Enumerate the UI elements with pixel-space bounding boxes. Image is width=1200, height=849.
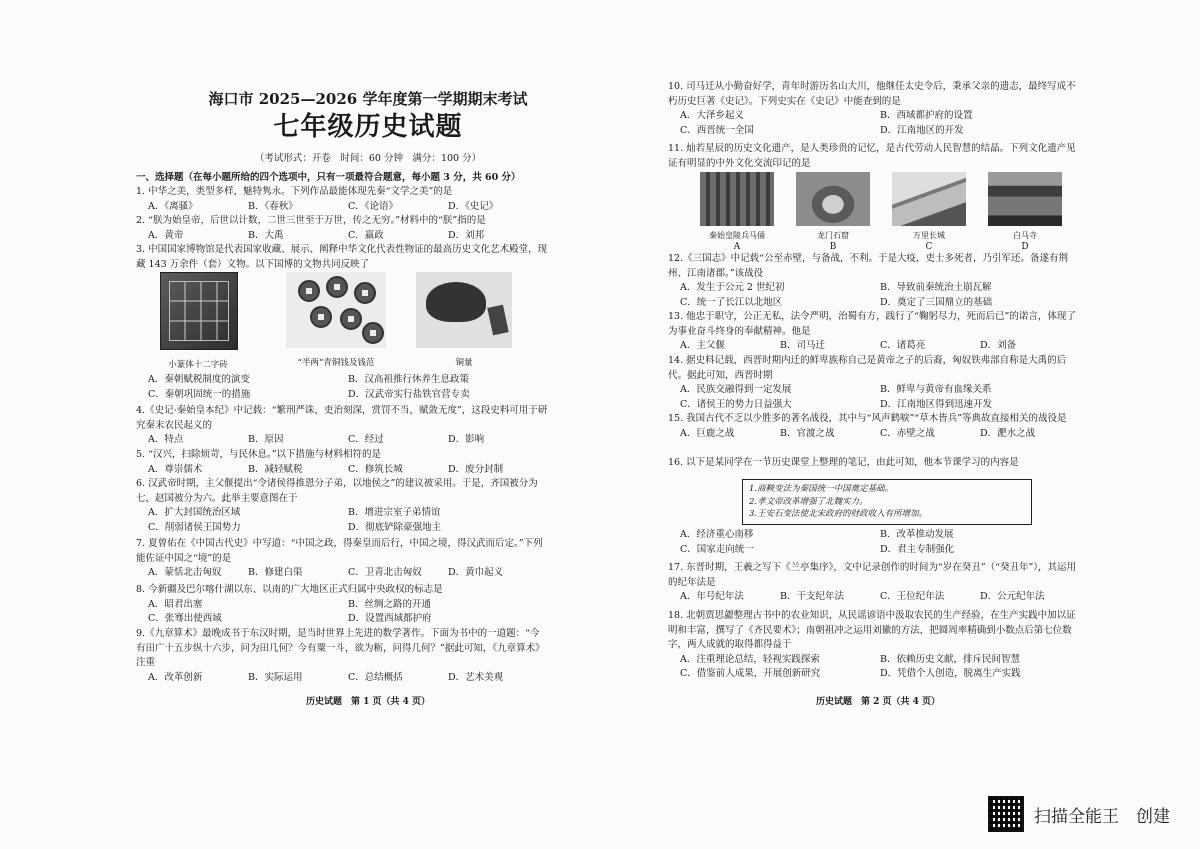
photo-option-letter: C xyxy=(925,242,933,252)
option[interactable]: B．丝绸之路的开通 xyxy=(348,598,431,610)
question-stem: 10. 司马迁从小勤奋好学，青年时游历名山大川，他继任太史令后，秉承父亲的遗志，最终写成不朽历史巨著《史记》。下列史实在《史记》中能查到的是 xyxy=(668,81,1076,107)
option[interactable]: B．导致前秦统治土崩瓦解 xyxy=(880,282,992,293)
page-footer: 历史试题 第 2 页（共 4 页） xyxy=(815,697,941,707)
question-options xyxy=(668,528,1080,557)
option[interactable]: D．江南地区的开发 xyxy=(880,124,964,136)
great-wall-photo[interactable] xyxy=(892,172,966,252)
option[interactable]: B．大禹 xyxy=(248,229,284,241)
option[interactable]: C．经过 xyxy=(348,434,384,445)
option[interactable]: C．《论语》 xyxy=(348,200,399,212)
photo-caption: 龙门石窟 xyxy=(817,231,849,240)
option[interactable]: B．鲜卑与黄帝有血缘关系 xyxy=(880,384,992,395)
artifact-photos xyxy=(148,272,548,372)
option[interactable]: D．刘邦 xyxy=(448,229,485,241)
option[interactable]: A．改革创新 xyxy=(148,671,203,683)
question xyxy=(668,412,1080,441)
option[interactable]: A．秦朝赋税制度的演变 xyxy=(148,374,250,385)
option[interactable]: D．刘备 xyxy=(980,340,1017,351)
seal-brick-photo xyxy=(160,272,236,370)
option[interactable]: D．汉武帝实行盐铁官营专卖 xyxy=(348,388,470,400)
question xyxy=(668,80,1080,138)
photo-option-letter: D xyxy=(1021,242,1029,252)
question xyxy=(668,310,1080,354)
option[interactable]: B．原因 xyxy=(248,434,284,445)
option[interactable]: D．江南地区得到迅速开发 xyxy=(880,398,993,410)
option[interactable]: C．国家走向统一 xyxy=(680,543,754,555)
question-stem: 15. 我国古代不乏以少胜多的著名战役，其中与“风声鹤唳”“草木皆兵”等典故直接相关的战役是 xyxy=(668,413,1067,424)
option[interactable]: A．经济重心南移 xyxy=(680,529,754,540)
photo-caption: 铜量 xyxy=(455,358,473,368)
question xyxy=(136,404,548,448)
question xyxy=(136,214,548,243)
photo-caption: 小篆体十二字砖 xyxy=(168,360,228,370)
option[interactable]: C．王位纪年法 xyxy=(880,591,945,602)
note-line: 3.王安石变法使北宋政府的财政收入有所增加。 xyxy=(749,509,928,519)
question xyxy=(136,448,548,477)
question xyxy=(136,583,548,627)
question-stem: 17. 东晋时期，王羲之写下《兰亭集序》，文中记录创作的时间为“岁在癸丑”（“癸丑年”），其运用的纪年法是 xyxy=(668,562,1077,588)
question-stem: 18. 北朝贾思勰整理古书中的农业知识，从民谣谚语中汲取农民的生产经验，在生产实践中加以证明和丰富，撰写了《齐民要术》；南朝祖冲之运用刘徽的方法，把圆周率精确到小数点后第七位数字，两人成就的取得都得益于 xyxy=(668,610,1076,650)
option[interactable]: C．诸侯王的势力日益强大 xyxy=(680,398,792,410)
option[interactable]: B．司马迁 xyxy=(780,340,825,351)
question-stem: 3. 中国国家博物馆是代表国家收藏、展示、阐释中华文化代表性物证的最高历史文化艺术殿堂，现藏 143 万余件（套）文物。以下国博的文物共同反映了 xyxy=(136,244,548,270)
option[interactable]: A．巨鹿之战 xyxy=(680,427,735,439)
question-options xyxy=(136,373,548,402)
option[interactable]: A．扩大封国统治区域 xyxy=(148,507,241,518)
option[interactable]: D．公元纪年法 xyxy=(980,591,1045,602)
scanner-brand: 扫描全能王 创建 xyxy=(1034,807,1170,827)
option[interactable]: C．西晋统一全国 xyxy=(680,124,754,136)
white-horse-temple-photo[interactable] xyxy=(988,172,1062,252)
question-stem: 7. 夏曾佑在《中国古代史》中写道：“中国之政，得秦皇而后行，中国之境，得汉武而后定。”下列能佐证中国之“境”的是 xyxy=(136,538,543,564)
question xyxy=(668,354,1080,412)
photo-option-letter: B xyxy=(829,242,837,252)
option[interactable]: A．注重理论总结，轻视实践探索 xyxy=(680,653,820,665)
question xyxy=(136,537,548,581)
photo-caption: “半两”青铜钱及钱范 xyxy=(297,358,375,368)
terracotta-army-photo[interactable] xyxy=(700,172,774,252)
photo-caption: 秦始皇陵兵马俑 xyxy=(709,231,765,240)
page-1 xyxy=(128,0,548,849)
photo-option-letter: A xyxy=(733,242,741,252)
option[interactable]: B．汉高祖推行休养生息政策 xyxy=(348,374,469,385)
option[interactable]: B．西域都护府的设置 xyxy=(880,110,973,121)
option[interactable]: D．《史记》 xyxy=(448,200,499,212)
page-footer: 历史试题 第 1 页（共 4 页） xyxy=(305,697,431,707)
question-stem: 11. 灿若星辰的历史文化遗产，是人类珍贵的记忆，是古代劳动人民智慧的结晶。下列文化遗产见证有明显的中外文化交流印记的是 xyxy=(668,143,1076,169)
option[interactable]: D．凭借个人创造，脱离生产实践 xyxy=(880,668,1021,679)
option[interactable]: C．统一了长江以北地区 xyxy=(680,296,783,308)
option[interactable]: D．影响 xyxy=(448,434,485,445)
class-notes-box xyxy=(742,479,1032,525)
option[interactable]: D．废分封制 xyxy=(448,463,504,475)
option[interactable]: D．淝水之战 xyxy=(980,427,1036,439)
qr-code-icon xyxy=(988,796,1024,832)
section-heading: 一、选择题（在每小题所给的四个选项中，只有一项最符合题意，每小题 3 分，共 60 分） xyxy=(136,172,521,183)
option[interactable]: D．设置西域都护府 xyxy=(348,613,432,624)
option[interactable]: B．修建白渠 xyxy=(248,567,303,578)
question-stem: 9.《九章算术》最晚成书于东汉时期，是当时世界上先进的数学著作。下面为书中的一道题：“今有田广十五步纵十六步，问为田几何？今有粟一斗，欲为粝，问得几何？”据此可知，《九章算术》注重 xyxy=(136,628,545,668)
question xyxy=(668,252,1080,310)
option[interactable]: D．奠定了三国鼎立的基础 xyxy=(880,296,993,308)
question-stem: 4.《史记·秦始皇本纪》中记载：“繁刑严诛，吏治刻深，赏罚不当，赋敛无度”，这段史料可用于研究秦末农民起义的 xyxy=(136,405,548,431)
exam-subtitle: 七年级历史试题 xyxy=(273,112,463,142)
exam-title: 海口市 2025—2026 学年度第一学期期末考试 xyxy=(208,90,528,108)
option[interactable]: A．主父偃 xyxy=(680,340,725,351)
option[interactable]: C．修筑长城 xyxy=(348,463,403,475)
question xyxy=(136,627,548,685)
option[interactable]: B．依赖历史文献，排斥民间智慧 xyxy=(880,653,1020,665)
option[interactable]: A．尊崇儒术 xyxy=(148,463,203,475)
option[interactable]: D．艺术美观 xyxy=(448,671,504,683)
longmen-grottoes-photo[interactable] xyxy=(796,172,870,252)
option[interactable]: D．黄巾起义 xyxy=(448,567,504,578)
option[interactable]: A．黄帝 xyxy=(148,229,184,241)
question xyxy=(136,477,548,535)
photo-caption: 白马寺 xyxy=(1013,231,1037,240)
question xyxy=(136,243,548,272)
option[interactable]: C．赤壁之战 xyxy=(880,427,935,439)
option[interactable]: C．秦朝巩固统一的措施 xyxy=(148,388,251,400)
option[interactable]: D．君主专制强化 xyxy=(880,543,955,555)
option[interactable]: A．蒙恬北击匈奴 xyxy=(148,567,222,578)
question-stem: 12.《三国志》中记载“公至赤壁，与备战，不利。于是大疫，吏士多死者，乃引军还。备遂有荆州、江南诸郡。”该战役 xyxy=(668,253,1068,279)
note-line: 2.孝文帝改革增强了北魏实力。 xyxy=(749,496,868,507)
option[interactable]: C．张骞出使西域 xyxy=(148,613,222,624)
question-stem: 16. 以下是某同学在一节历史课堂上整理的笔记，由此可知，他本节课学习的内容是 xyxy=(668,457,1019,468)
banliang-coins-photo xyxy=(286,272,386,368)
question xyxy=(136,185,548,214)
option[interactable]: A．民族交融得到一定发展 xyxy=(680,384,792,395)
option[interactable]: C．嬴政 xyxy=(348,229,384,241)
option[interactable]: B．增进宗室子弟情谊 xyxy=(348,507,441,518)
option[interactable]: B．官渡之战 xyxy=(780,427,835,439)
option[interactable]: C．借鉴前人成果，开展创新研究 xyxy=(680,668,821,679)
option[interactable]: A．大泽乡起义 xyxy=(680,110,744,121)
photo-caption: 万里长城 xyxy=(913,231,945,240)
question-stem: 6. 汉武帝时期，主父偃提出“令诸侯得推恩分子弟，以地侯之”的建议被采用。于是，齐国被分为七，赵国被分为六。此举主要意图在于 xyxy=(136,478,538,504)
option[interactable]: C．削弱诸侯王国势力 xyxy=(148,521,241,533)
heritage-photos xyxy=(700,172,1080,252)
option[interactable]: D．彻底铲除豪强地主 xyxy=(348,521,442,533)
option[interactable]: B．实际运用 xyxy=(248,671,303,683)
exam-meta: （考试形式：开卷 时间：60 分钟 满分：100 分） xyxy=(254,153,482,164)
option[interactable]: B．减轻赋税 xyxy=(248,463,303,475)
option[interactable]: A．年号纪年法 xyxy=(680,591,744,602)
option[interactable]: B．改革推动发展 xyxy=(880,529,954,540)
question-stem: 14. 据史料记载，西晋时期内迁的鲜卑族称自己是黄帝之子的后裔，匈奴铁弗部自称是大禹的后代。据此可知，西晋时期 xyxy=(668,355,1067,381)
option[interactable]: C．诸葛亮 xyxy=(880,340,926,351)
bronze-measure-photo xyxy=(416,272,512,368)
question-stem: 2. “朕为始皇帝，后世以计数，二世三世至于万世，传之无穷。”材料中的“朕”指的是 xyxy=(136,215,486,226)
question xyxy=(668,456,1080,471)
question xyxy=(668,609,1080,682)
question xyxy=(668,142,1080,171)
option[interactable]: C．卫青北击匈奴 xyxy=(348,567,422,578)
question-stem: 5. “汉兴，扫除烦苛，与民休息。”以下措施与材料相符的是 xyxy=(136,449,382,460)
option[interactable]: B．干支纪年法 xyxy=(780,591,844,602)
option[interactable]: A．《离骚》 xyxy=(148,200,198,212)
question-stem: 8. 今新疆及巴尔喀什湖以东、以南的广大地区正式归属中央政权的标志是 xyxy=(136,584,443,595)
question-stem: 13. 他忠于职守，公正无私，法令严明，治蜀有方，践行了“鞠躬尽力，死而后已”的诺言，体现了为事业奋斗终身的奉献精神。他是 xyxy=(668,311,1076,337)
option[interactable]: A．发生于公元 2 世纪初 xyxy=(680,282,785,293)
option[interactable]: C．总结概括 xyxy=(348,671,403,683)
note-line: 1.商鞅变法为秦国统一中国奠定基础。 xyxy=(749,484,894,494)
page-2 xyxy=(668,0,1080,849)
question-stem: 1. 中华之美，类型多样，魅特隽永。下列作品最能体现先秦“文学之美”的是 xyxy=(136,186,453,197)
option[interactable]: B．《春秋》 xyxy=(248,200,298,212)
scanner-watermark xyxy=(988,796,1188,836)
option[interactable]: A．昭君出塞 xyxy=(148,598,203,610)
question xyxy=(668,561,1080,605)
option[interactable]: A．特点 xyxy=(148,434,184,445)
